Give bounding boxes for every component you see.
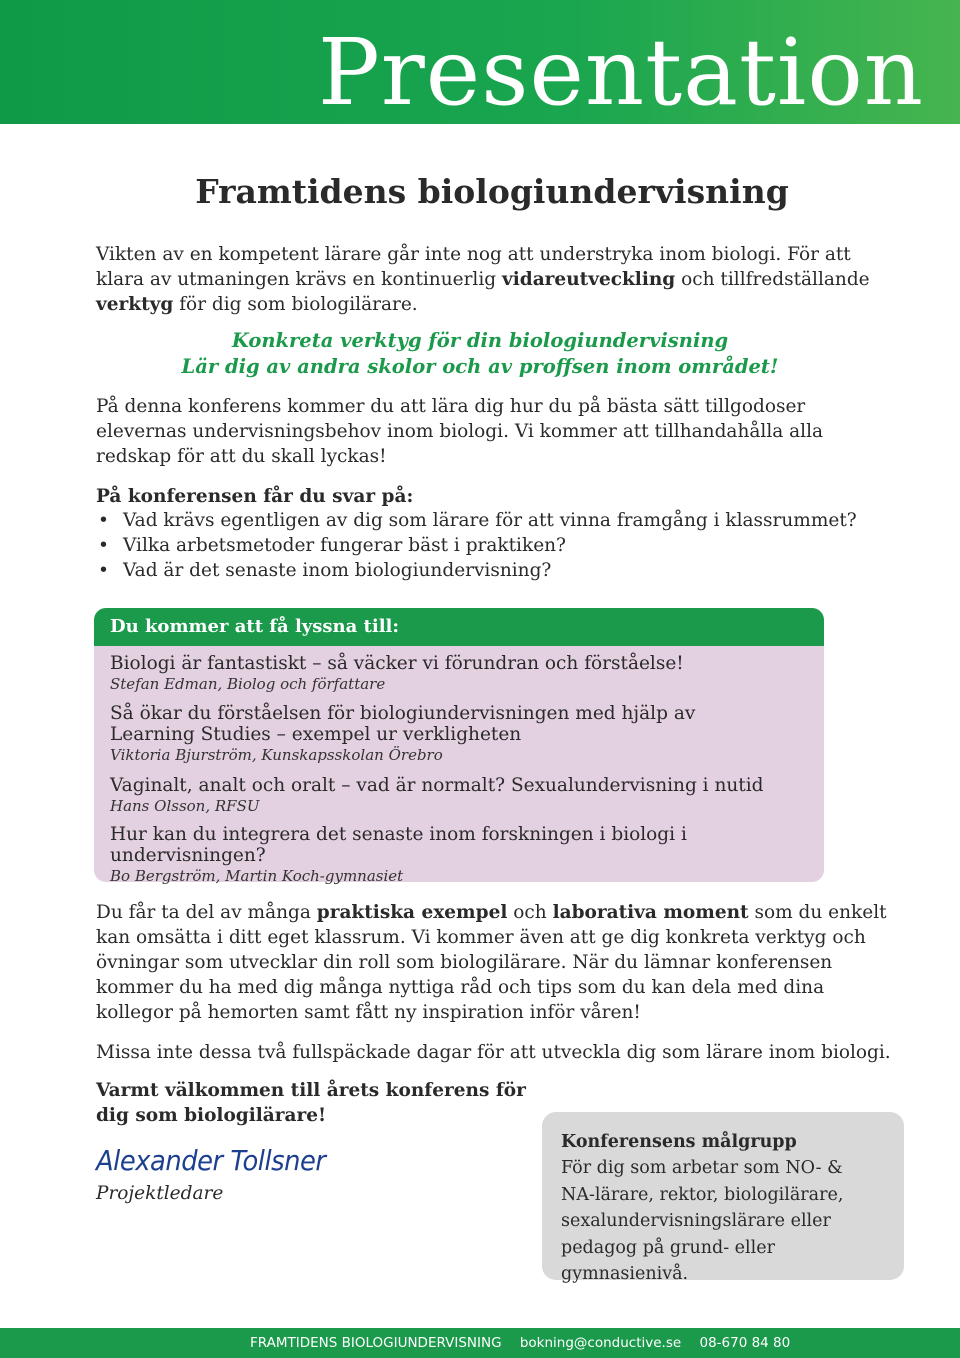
- talk-speaker: Hans Olsson, RFSU: [110, 797, 260, 815]
- bullet-icon: •: [98, 510, 109, 531]
- footer-name: FRAMTIDENS BIOLOGIUNDERVISNING: [250, 1335, 502, 1351]
- list-item: • Vad är det senaste inom biologiundervisning?: [98, 560, 552, 581]
- signature: Alexander Tollsner: [96, 1144, 326, 1177]
- intro-paragraph: Vikten av en kompetent lärare går inte nog att understryka inom biologi. För att klara av utmaningen krävs en kontinuerlig vidareutveckling och tillfredställande verktyg för dig som biologilärare.: [96, 244, 870, 315]
- tagline-1: Konkreta verktyg för din biologiundervisning: [231, 329, 729, 352]
- talk-speaker: Bo Bergström, Martin Koch-gymnasiet: [110, 867, 404, 885]
- footer-phone: 08-670 84 80: [699, 1335, 791, 1351]
- speakers-heading-bar: [94, 608, 824, 646]
- conference-intro: På denna konferens kommer du att lära dig hur du på bästa sätt tillgodoser elevernas undervisningsbehov inom biologi. Vi kommer att tillhandahålla alla redskap för att du skall lyckas!: [96, 396, 824, 467]
- talk-title: Biologi är fantastiskt – så väcker vi förundran och förståelse!: [110, 653, 684, 674]
- list-item: • Vilka arbetsmetoder fungerar bäst i praktiken?: [98, 535, 566, 556]
- page-title: Presentation: [317, 19, 924, 126]
- target-group-text: För dig som arbetar som NO- & NA-lärare, rektor, biologilärare, sexalundervisningslärare eller pedagog på grund- eller gymnasienivå.: [561, 1158, 844, 1284]
- footer-bar: [0, 1328, 960, 1358]
- body-paragraph: Du får ta del av många praktiska exempel och laborativa moment som du enkelt kan omsätta i ditt eget klassrum. Vi kommer även att ge dig konkreta verktyg och övningar som utvecklar din roll som biologilärare. När du lämnar konferensen kommer du ha med dig många nyttiga råd och tips som du kan dela med dina kollegor på hemorten samt fått ny inspiration inför våren!: [96, 902, 887, 1023]
- speakers-heading: Du kommer att få lyssna till:: [110, 616, 400, 637]
- bullet-icon: •: [98, 535, 109, 556]
- main-heading: Framtidens biologiundervisning: [195, 172, 789, 211]
- list-item: • Vad krävs egentligen av dig som lärare för att vinna framgång i klassrummet?: [98, 510, 857, 531]
- talk-title: Vaginalt, analt och oralt – vad är normalt? Sexualundervisning i nutid: [110, 775, 764, 796]
- talk-item: [110, 703, 810, 765]
- talk-speaker: Stefan Edman, Biolog och författare: [110, 675, 386, 693]
- questions-list: [96, 508, 896, 583]
- talk-item: [110, 824, 810, 886]
- signer-role: Projektledare: [96, 1183, 224, 1204]
- welcome-text: Varmt välkommen till årets konferens för dig som biologilärare!: [96, 1080, 526, 1126]
- body-paragraph-2: Missa inte dessa två fullspäckade dagar för att utveckla dig som lärare inom biologi.: [96, 1042, 891, 1063]
- talk-title: Hur kan du integrera det senaste inom forskningen i biologi i undervisningen?: [110, 824, 687, 866]
- target-group-heading: Konferensens målgrupp: [561, 1132, 797, 1152]
- footer-email[interactable]: bokning@conductive.se: [519, 1335, 682, 1351]
- questions-heading: På konferensen får du svar på:: [96, 486, 414, 507]
- header-banner: [0, 0, 960, 124]
- talk-title-line-2: Learning Studies – exempel ur verkligheten: [110, 724, 522, 745]
- tagline-2: Lär dig av andra skolor och av proffsen inom området!: [181, 355, 779, 378]
- talk-speaker: Viktoria Bjurström, Kunskapsskolan Örebro: [110, 746, 443, 764]
- talk-title-line-1: Så ökar du förståelsen för biologiundervisningen med hjälp av: [110, 703, 696, 724]
- talk-item: [110, 653, 810, 694]
- talk-item: [110, 775, 810, 816]
- bullet-icon: •: [98, 560, 109, 581]
